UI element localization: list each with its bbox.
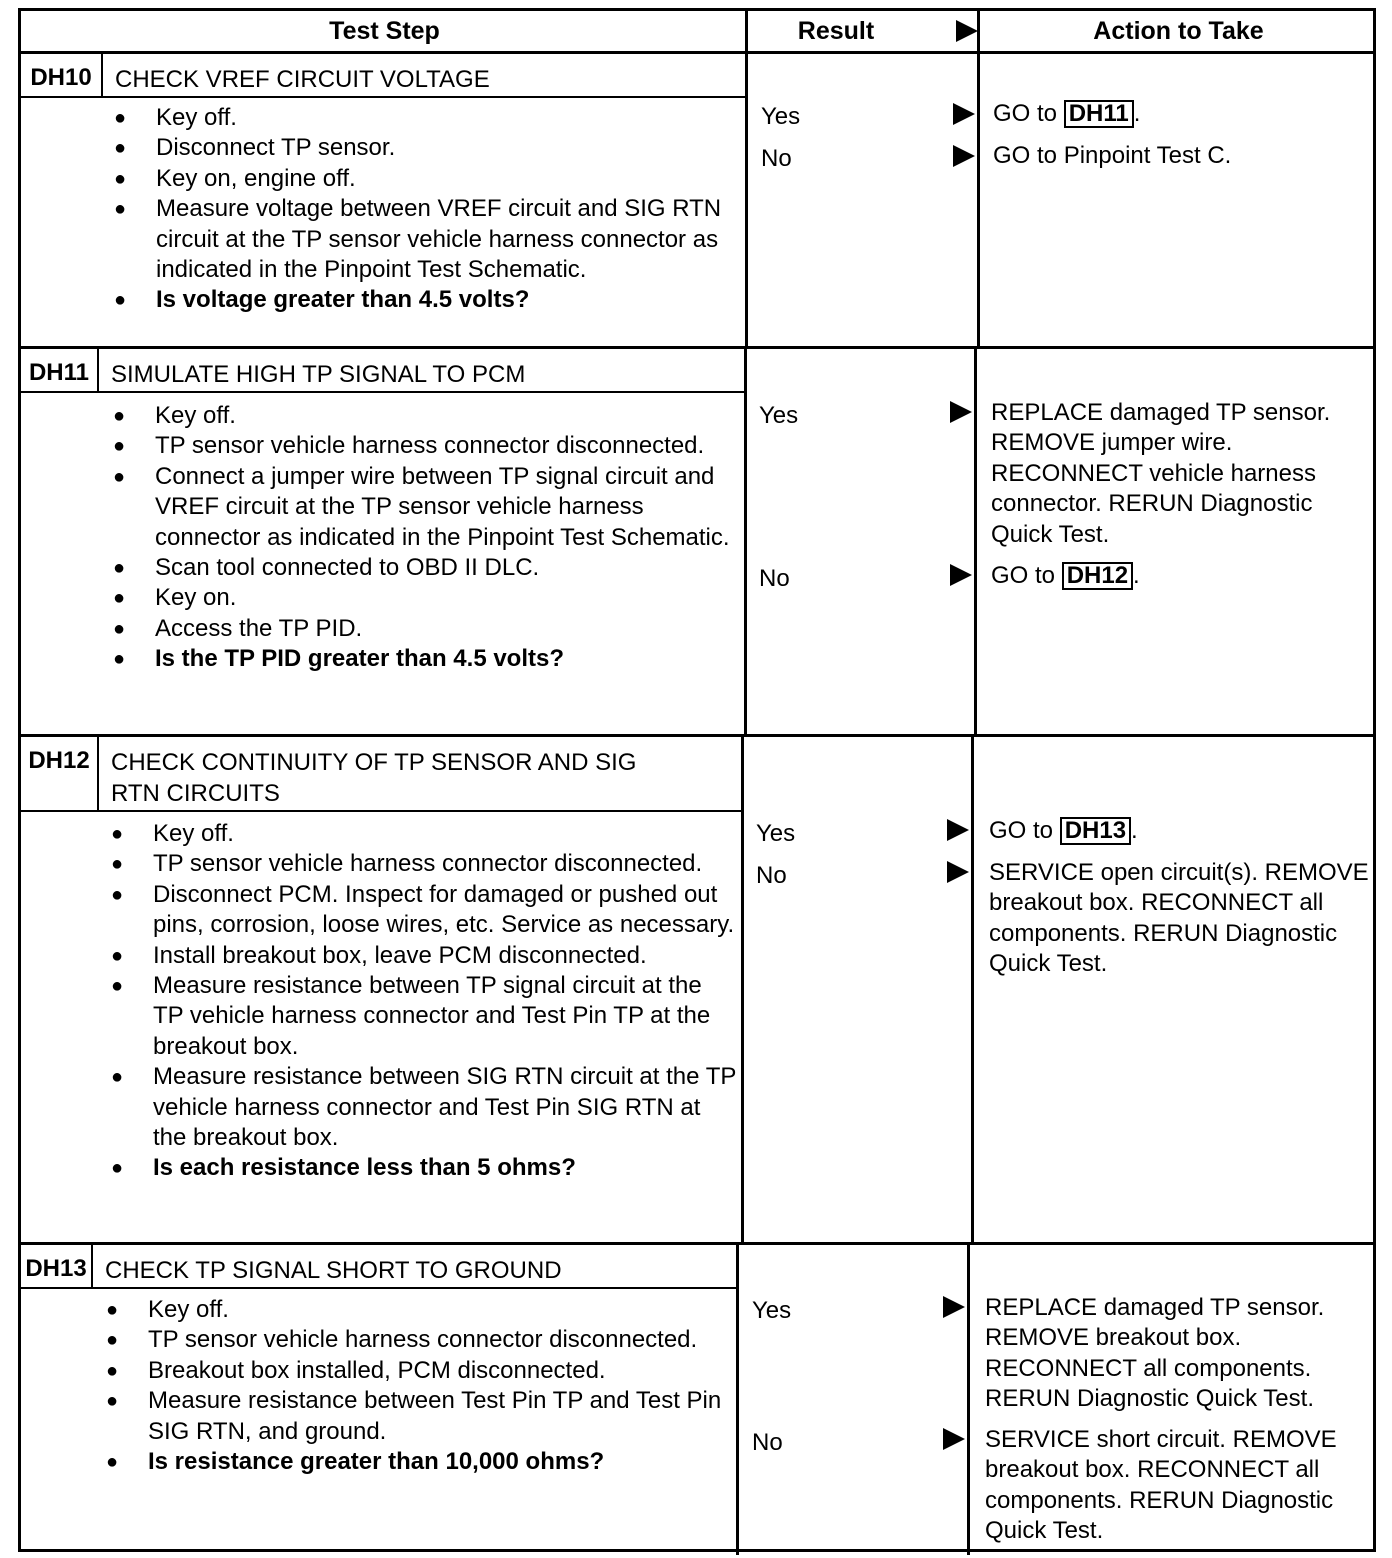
- action-text-pre: GO to: [989, 817, 1060, 844]
- action-text: [989, 816, 1369, 846]
- list-item: ● TP sensor vehicle harness connector disconnected.: [106, 1325, 731, 1355]
- result-no: No: [756, 862, 787, 889]
- result-yes: Yes: [761, 103, 801, 130]
- list-item: ● Scan tool connected to OBD II DLC.: [113, 553, 733, 583]
- result-arrow-icon: [953, 145, 975, 167]
- step-id: DH12: [21, 737, 99, 810]
- list-item: ● TP sensor vehicle harness connector disconnected.: [113, 431, 733, 461]
- result-arrow-icon: [953, 103, 975, 125]
- action-text: [991, 561, 1371, 591]
- list-item: ● Install breakout box, leave PCM disconnected.: [111, 941, 736, 971]
- step-bullets-dh10: [114, 103, 734, 316]
- result-no: No: [761, 145, 792, 172]
- result-arrow-icon: [947, 819, 969, 841]
- step-id: DH13: [21, 1245, 93, 1287]
- result-arrow-icon: [943, 1428, 965, 1450]
- action-text-post: .: [1133, 562, 1140, 589]
- list-item: ● Access the TP PID.: [113, 614, 733, 644]
- action-text: REPLACE damaged TP sensor. REMOVE jumper wire. RECONNECT vehicle harness connector. RERUN Diagnostic Quick Test.: [991, 399, 1331, 548]
- list-item: ● Key on.: [113, 583, 733, 613]
- list-item-question: ● Is voltage greater than 4.5 volts?: [114, 285, 734, 315]
- result-yes: Yes: [752, 1297, 792, 1324]
- list-item-question: ● Is the TP PID greater than 4.5 volts?: [113, 644, 733, 674]
- col-divider: [741, 737, 744, 1245]
- result-yes: Yes: [759, 402, 799, 429]
- step-header-dh12: [21, 737, 741, 812]
- col-divider: [977, 11, 980, 349]
- list-item: ● Key off.: [106, 1295, 731, 1325]
- step-header-dh11: [21, 349, 744, 393]
- result-yes: Yes: [756, 820, 796, 847]
- step-ref-link[interactable]: DH11: [1064, 100, 1134, 128]
- step-ref-link[interactable]: DH12: [1062, 562, 1133, 590]
- list-item: ● Measure resistance between SIG RTN circuit at the TP vehicle harness connector and Test Pin SIG RTN at the breakout box.: [111, 1062, 736, 1153]
- table-header: [21, 11, 1373, 54]
- list-item: ● Key off.: [114, 103, 734, 133]
- step-header-dh10: [21, 54, 745, 98]
- result-arrow-icon: [950, 564, 972, 586]
- list-item: ● Breakout box installed, PCM disconnected.: [106, 1356, 731, 1386]
- list-item: ● Measure resistance between TP signal circuit at the TP vehicle harness connector and Test Pin TP at the breakout box.: [111, 971, 736, 1062]
- list-item: ● Key on, engine off.: [114, 164, 734, 194]
- result-arrow-icon: [943, 1296, 965, 1318]
- step-title: SIMULATE HIGH TP SIGNAL TO PCM: [111, 361, 526, 388]
- header-action: Action to Take: [1093, 16, 1264, 45]
- list-item-question: ● Is each resistance less than 5 ohms?: [111, 1153, 736, 1183]
- header-test-step: Test Step: [329, 16, 440, 45]
- result-no: No: [752, 1429, 783, 1456]
- step-bullets-dh13: [106, 1295, 731, 1477]
- action-text: [993, 99, 1373, 129]
- col-divider: [967, 1245, 970, 1555]
- action-text: REPLACE damaged TP sensor. REMOVE breakout box. RECONNECT all components. RERUN Diagnostic Quick Test.: [985, 1294, 1325, 1413]
- list-item: ● Key off.: [111, 819, 736, 849]
- result-arrow-icon: [947, 861, 969, 883]
- col-divider: [736, 1245, 739, 1555]
- step-id: DH10: [21, 54, 103, 96]
- action-text-pre: GO to: [993, 100, 1064, 127]
- list-item: ● Key off.: [113, 401, 733, 431]
- step-id: DH11: [21, 349, 99, 391]
- action-text: SERVICE open circuit(s). REMOVE breakout box. RECONNECT all components. RERUN Diagnostic Quick Test.: [989, 859, 1369, 978]
- header-arrow-icon: [956, 20, 978, 42]
- header-result: [751, 11, 981, 51]
- list-item: ● Disconnect TP sensor.: [114, 133, 734, 163]
- list-item: ● TP sensor vehicle harness connector disconnected.: [111, 849, 736, 879]
- step-header-dh13: [21, 1245, 736, 1289]
- action-text-pre: GO to: [991, 562, 1062, 589]
- step-title: CHECK VREF CIRCUIT VOLTAGE: [115, 66, 490, 93]
- result-no: No: [759, 565, 790, 592]
- action-text: GO to Pinpoint Test C.: [993, 142, 1232, 169]
- diagnostic-table: [18, 8, 1376, 1552]
- result-arrow-icon: [950, 401, 972, 423]
- action-text-post: .: [1131, 817, 1138, 844]
- header-result-label: Result: [797, 16, 875, 45]
- step-bullets-dh12: [111, 819, 736, 1184]
- col-divider: [744, 349, 747, 737]
- list-item: ● Measure resistance between Test Pin TP and Test Pin SIG RTN, and ground.: [106, 1386, 731, 1447]
- list-item: ● Disconnect PCM. Inspect for damaged or pushed out pins, corrosion, loose wires, etc. Service as necessary.: [111, 880, 736, 941]
- list-item-question: ● Is resistance greater than 10,000 ohms?: [106, 1447, 731, 1477]
- step-title: CHECK CONTINUITY OF TP SENSOR AND SIG RTN CIRCUITS: [111, 749, 637, 807]
- col-divider: [745, 11, 748, 349]
- step-title: CHECK TP SIGNAL SHORT TO GROUND: [105, 1257, 562, 1284]
- list-item: ● Connect a jumper wire between TP signal circuit and VREF circuit at the TP sensor vehicle harness connector as indicated in the Pinpoint Test Schematic.: [113, 462, 733, 553]
- action-text-post: .: [1133, 100, 1141, 127]
- col-divider: [971, 737, 974, 1245]
- list-item: ● Measure voltage between VREF circuit and SIG RTN circuit at the TP sensor vehicle harness connector as indicated in the Pinpoint Test Schematic.: [114, 194, 734, 285]
- step-ref-link[interactable]: DH13: [1060, 817, 1131, 845]
- action-text: SERVICE short circuit. REMOVE breakout box. RECONNECT all components. RERUN Diagnostic Quick Test.: [985, 1426, 1337, 1545]
- step-bullets-dh11: [113, 401, 733, 675]
- col-divider: [974, 349, 977, 737]
